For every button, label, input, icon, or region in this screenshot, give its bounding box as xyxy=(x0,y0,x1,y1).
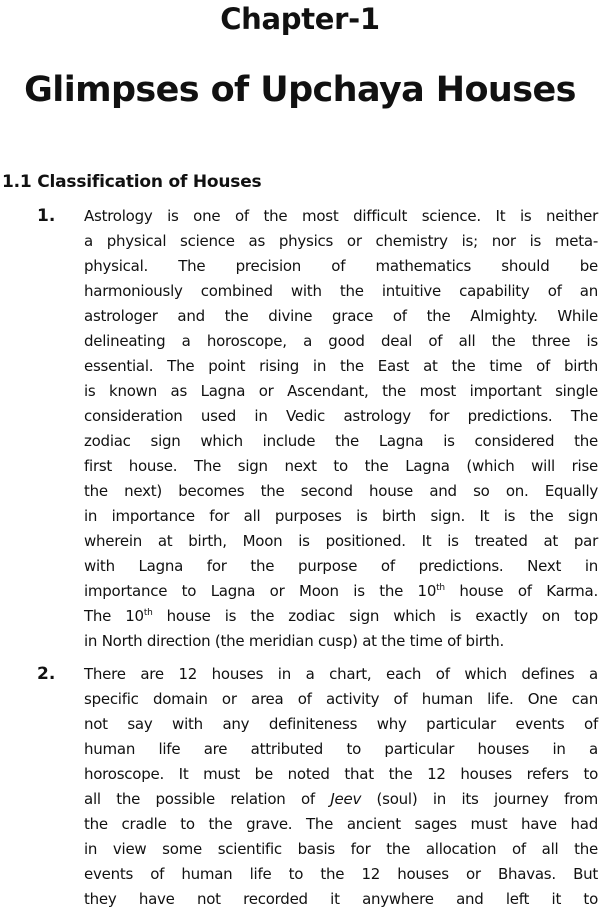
paragraph-line: delineating a horoscope, a good deal of all the three is xyxy=(84,332,598,350)
superscript: th xyxy=(143,608,153,618)
paragraph-line: astrologer and the divine grace of the Almighty. While xyxy=(84,307,598,325)
paragraph-line: in North direction (the meridian cusp) at the time of birth. xyxy=(84,632,505,650)
paragraph-line: is known as Lagna or Ascendant, the most important single xyxy=(84,382,598,400)
paragraph-line: harmoniously combined with the intuitive capability of an xyxy=(84,282,598,300)
paragraph-line: events of human life to the 12 houses or Bhavas. But xyxy=(84,865,598,883)
paragraph-line: physical. The precision of mathematics should be xyxy=(84,257,598,275)
paragraph-line: they have not recorded it anywhere and left it to xyxy=(84,890,598,908)
paragraph-line: specific domain or area of activity of human life. One can xyxy=(84,690,598,708)
superscript: th xyxy=(436,583,445,593)
text-run: all the possible relation of xyxy=(84,790,331,808)
paragraph-line: horoscope. It must be noted that the 12 houses refers to xyxy=(84,765,598,783)
paragraph-line xyxy=(84,604,598,629)
italic-term: Jeev xyxy=(330,790,362,808)
paragraph-line: essential. The point rising in the East at the time of birth xyxy=(84,357,598,375)
paragraph-line: consideration used in Vedic astrology for predictions. The xyxy=(84,407,598,425)
item-body xyxy=(84,204,598,654)
item-body xyxy=(84,662,598,912)
chapter-title: Glimpses of Upchaya Houses xyxy=(24,70,576,110)
item-number: 2. xyxy=(37,664,56,684)
paragraph-line: Astrology is one of the most difficult science. It is neither xyxy=(84,207,598,225)
text-run: house is the zodiac sign which is exactly on top xyxy=(152,607,598,625)
paragraph-line xyxy=(84,787,598,812)
chapter-label: Chapter-1 xyxy=(220,2,380,36)
text-run: house of Karma. xyxy=(444,582,598,600)
paragraph-line: the next) becomes the second house and so on. Equally xyxy=(84,482,598,500)
section-heading: 1.1 Classification of Houses xyxy=(2,172,262,192)
text-run: (soul) in its journey from xyxy=(361,790,598,808)
paragraph-line: first house. The sign next to the Lagna (which will rise xyxy=(84,457,598,475)
text-run: importance to Lagna or Moon is the 10 xyxy=(84,582,437,600)
paragraph-line: human life are attributed to particular houses in a xyxy=(84,740,598,758)
item-number: 1. xyxy=(37,206,56,226)
text-run: The 10 xyxy=(84,607,144,625)
paragraph-line: There are 12 houses in a chart, each of which defines a xyxy=(84,665,598,683)
paragraph-line: zodiac sign which include the Lagna is considered the xyxy=(84,432,598,450)
paragraph-line: with Lagna for the purpose of predictions. Next in xyxy=(84,557,598,575)
paragraph-line: in view some scientific basis for the allocation of all the xyxy=(84,840,598,858)
paragraph-line: not say with any definiteness why particular events of xyxy=(84,715,598,733)
paragraph-line: in importance for all purposes is birth sign. It is the sign xyxy=(84,507,598,525)
paragraph-line xyxy=(84,579,598,604)
paragraph-line: a physical science as physics or chemistry is; nor is meta- xyxy=(84,232,598,250)
paragraph-line: wherein at birth, Moon is positioned. It is treated at par xyxy=(84,532,598,550)
paragraph-line: the cradle to the grave. The ancient sages must have had xyxy=(84,815,598,833)
